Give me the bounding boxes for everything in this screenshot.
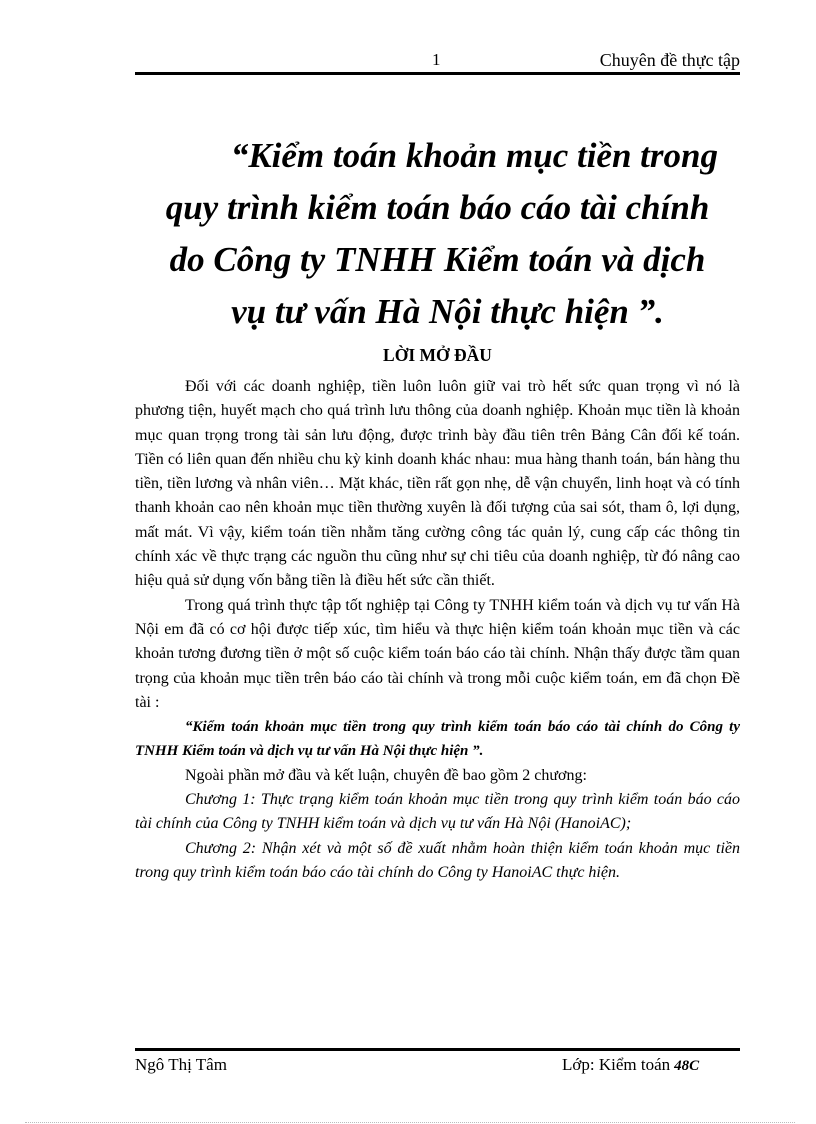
body-text bbox=[135, 375, 740, 885]
paragraph-internship: Trong quá trình thực tập tốt nghiệp tại Công ty TNHH kiểm toán và dịch vụ tư vấn Hà Nội em đã có cơ hội được tiếp xúc, tìm hiểu và thực hiện kiểm toán khoản mục tiền và các khoản tương đương tiền ở một số cuộc kiểm toán báo cáo tài chính. Nhận thấy được tầm quan trọng của khoản mục tiền trên báo cáo tài chính và trong mỗi cuộc kiểm toán, em đã chọn Đề tài : bbox=[135, 596, 740, 711]
chapter-1: Chương 1: Thực trạng kiểm toán khoản mục tiền trong quy trình kiểm toán báo cáo tài chính của Công ty TNHH kiểm toán và dịch vụ tư vấn Hà Nội (HanoiAC); bbox=[135, 791, 740, 833]
class-label: Lớp: Kiểm toán bbox=[562, 1055, 671, 1074]
chapter-2: Chương 2: Nhận xét và một số đề xuất nhằm hoàn thiện kiểm toán khoản mục tiền trong quy trình kiểm toán báo cáo tài chính do Công ty HanoiAC thực hiện. bbox=[135, 839, 740, 881]
class-code: 48C bbox=[674, 1058, 700, 1074]
title-line-4: vụ tư vấn Hà Nội thực hiện ”. bbox=[231, 292, 664, 331]
section-heading: LỜI MỞ ĐẦU bbox=[383, 345, 492, 365]
page-number: 1 bbox=[432, 50, 441, 69]
page-header bbox=[135, 48, 740, 74]
footer-author: Ngô Thị Tâm bbox=[135, 1055, 227, 1074]
header-title: Chuyên đề thực tập bbox=[599, 50, 740, 70]
header-rule bbox=[135, 72, 740, 75]
title-line-2: quy trình kiểm toán báo cáo tài chính bbox=[165, 188, 710, 227]
footer-rule bbox=[135, 1048, 740, 1051]
topic-statement: “Kiểm toán khoản mục tiền trong quy trình kiểm toán báo cáo tài chính do Công ty TNHH Kiểm toán và dịch vụ tư vấn Hà Nội thực hiện ”. bbox=[135, 719, 740, 760]
paragraph-structure: Ngoài phần mở đầu và kết luận, chuyên đề bao gồm 2 chương: bbox=[185, 766, 587, 784]
title-line-1: “Kiểm toán khoản mục tiền trong bbox=[230, 136, 718, 175]
paragraph-intro: Đối với các doanh nghiệp, tiền luôn luôn giữ vai trò hết sức quan trọng vì nó là phương tiện, huyết mạch cho quá trình lưu thông của doanh nghiệp. Khoản mục tiền là khoản mục quan trọng trong tài sản lưu động, được trình bày đầu tiên trên Bảng Cân đối kế toán. Tiền có liên quan đến nhiều chu kỳ kinh doanh khác nhau: mua hàng thanh toán, bán hàng thu tiền, tiền lương và nhân viên… Mặt khác, tiền rất gọn nhẹ, dễ vận chuyển, linh hoạt và có tính thanh khoản cao nên khoản mục tiền thường xuyên là đối tượng của sai sót, tham ô, lợi dụng, mất mát. Vì vậy, kiểm toán tiền nhằm tăng cường công tác quản lý, cung cấp các thông tin chính xác về thực trạng các nguồn thu cũng như sự chi tiêu của doanh nghiệp, từ đó nâng cao hiệu quả sử dụng vốn bằng tiền là điều hết sức cần thiết. bbox=[135, 378, 740, 590]
document-title bbox=[135, 130, 740, 338]
title-line-3: do Công ty TNHH Kiểm toán và dịch bbox=[169, 240, 706, 279]
footer-class bbox=[562, 1055, 699, 1075]
